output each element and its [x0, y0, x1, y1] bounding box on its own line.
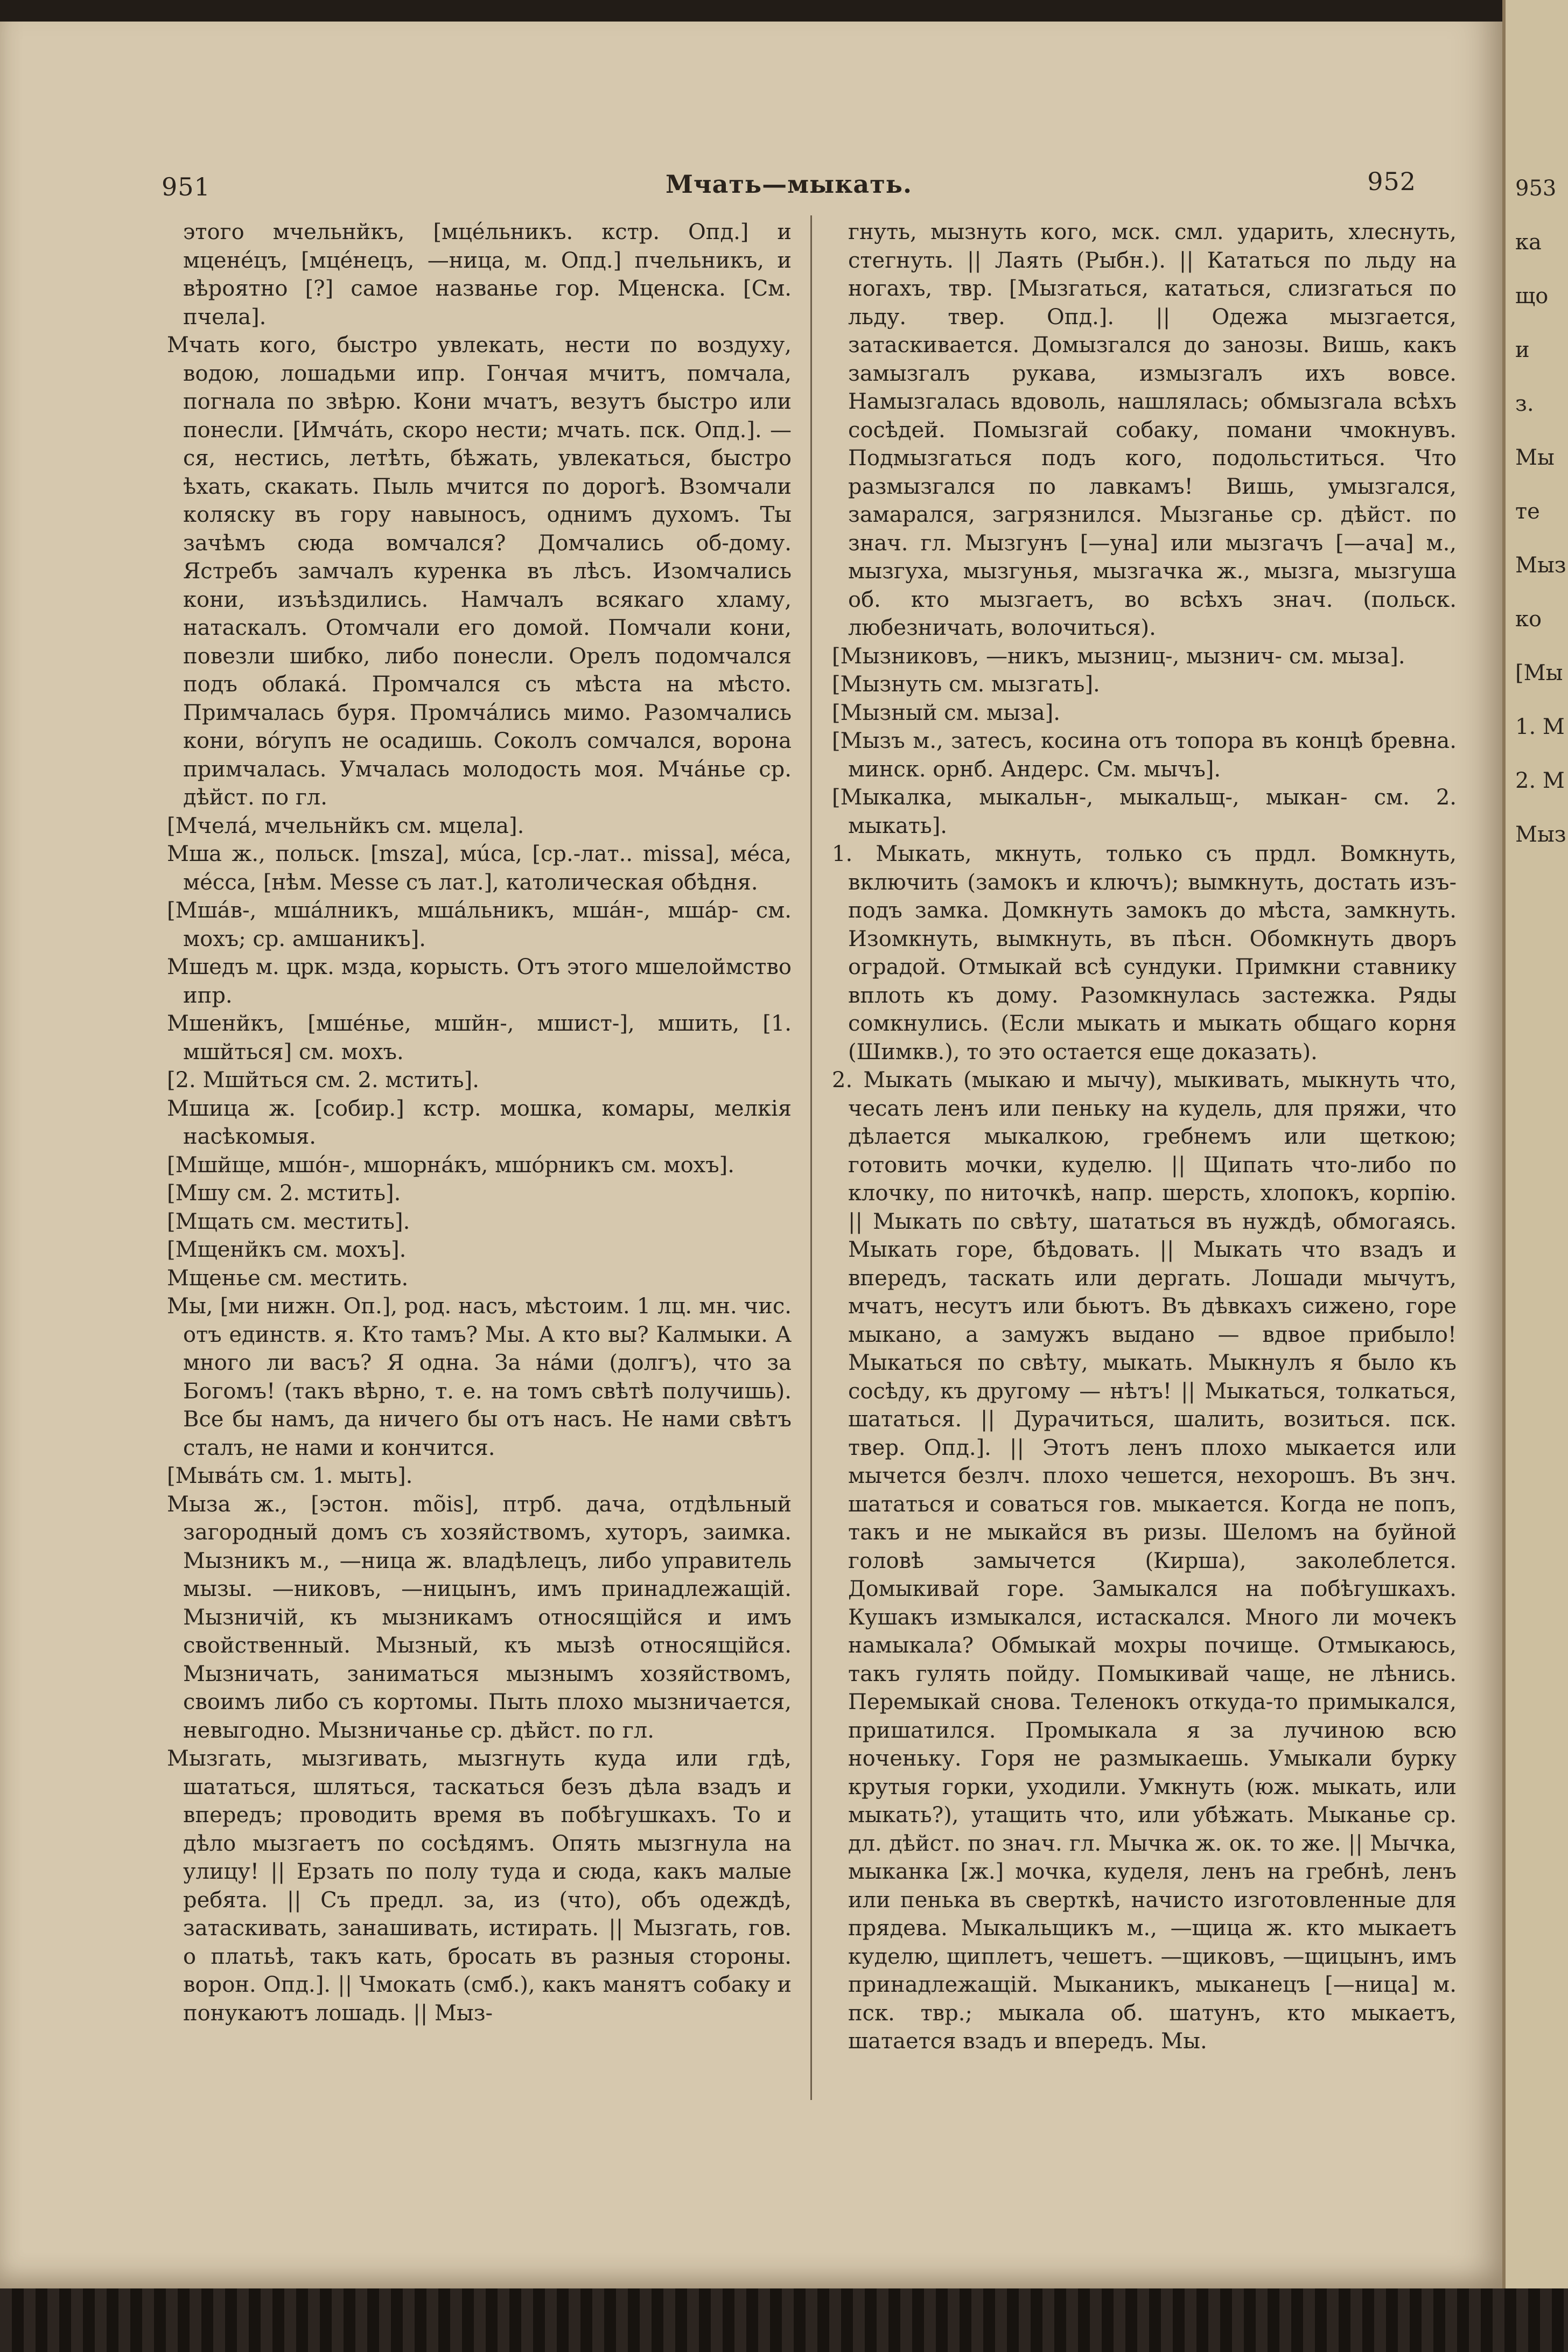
- entry: [Мызнуть см. мызгать].: [832, 672, 1100, 697]
- running-title: Мчать—мыкать.: [666, 170, 912, 199]
- adjacent-fragment: з.: [1515, 391, 1534, 416]
- page-number-right: 952: [1367, 167, 1416, 196]
- entry: [Мызниковъ, —никъ, мызниц-, мызнич- см. мыза].: [832, 643, 1405, 669]
- entry: [Мшу см. 2. мстить].: [167, 1181, 401, 1206]
- entry: Мыза ж., [эстон. mõis], птрб. дача, отдѣльный загородный домъ съ хозяйствомъ, хуторъ, заимка. Мызникъ м., —ница ж. владѣлецъ, либо управитель мызы. —никовъ, —ницынъ, имъ принадлежащій. Мызничій, къ мызникамъ относящійся и имъ свойственный. Мызный, къ мызѣ относящійся. Мызничать, заниматься мызнымъ хозяйствомъ, своимъ либо съ кортомы. Пыть плохо мызничается, невыгодно. Мызничанье ср. дѣйст. по гл.: [167, 1492, 792, 1743]
- page-header: [162, 167, 1416, 205]
- entry: Мщенье см. местить.: [167, 1265, 409, 1291]
- entry: [Мщать см. местить].: [167, 1209, 410, 1234]
- entry: [Мшйще, мшóн-, мшорнáкъ, мшóрникъ см. мохъ].: [167, 1152, 735, 1178]
- entry: [Мызъ м., затесъ, косина отъ топора въ концѣ бревна. минск. орнб. Андерс. См. мычъ].: [832, 729, 1457, 782]
- page-number-left: 951: [162, 172, 211, 201]
- adjacent-fragment: що: [1515, 284, 1549, 309]
- entry: 1. Мыкать, мкнуть, только съ прдл. Вомкнуть, включить (замокъ и ключъ); вымкнуть, достать изъ-подъ замка. Домкнуть замокъ до мѣста, замкнуть. Изомкнуть, вымкнуть, въ пѣсн. Обомкнуть дворъ оградой. Отмыкай всѣ сундуки. Примкни ставнику вплоть къ дому. Разомкнулась застежка. Ряды сомкнулись. (Если мыкать и мыкать общаго корня (Шимкв.), то это остается еще доказать).: [832, 842, 1457, 1065]
- entry: [Мывáть см. 1. мыть].: [167, 1464, 413, 1488]
- adjacent-page-number: 953: [1515, 176, 1557, 201]
- entry: [Мщенйкъ см. мохъ].: [167, 1237, 407, 1262]
- adjacent-fragment: Мы: [1515, 445, 1555, 470]
- entry: [Мызный см. мыза].: [832, 700, 1060, 725]
- entry: Мшица ж. [собир.] кстр. мошка, комары, мелкія насѣкомыя.: [167, 1096, 792, 1149]
- adjacent-fragment: 2. М: [1515, 768, 1565, 793]
- adjacent-fragment: Мыз: [1515, 822, 1566, 847]
- top-edge: [0, 0, 1502, 22]
- adjacent-fragment: 1. М: [1515, 715, 1565, 739]
- entry: [Мчелá, мчельнйкъ см. мцела].: [167, 813, 524, 838]
- entry: Мызгать, мызгивать, мызгнуть куда или гдѣ, шататься, шляться, таскаться безъ дѣла взадъ и впередъ; проводить время въ побѣгушкахъ. То и дѣло мызгаетъ по сосѣдямъ. Опять мызгнула на улицу! || Ерзать по полу туда и сюда, какъ малые ребята. || Съ предл. за, из (что), объ одеждѣ, затаскивать, занашивать, истирать. || Мызгать, гов. о платьѣ, такъ кать, бросать въ разныя стороны. ворон. Опд.]. || Чмокать (смб.), какъ манятъ собаку и понукаютъ лошадь. || Мыз-: [167, 1746, 792, 2026]
- entry: гнуть, мызнуть кого, мск. смл. ударить, хлеснуть, стегнуть. || Лаять (Рыбн.). || Кататься по льду на ногахъ, твр. [Мызгаться, кататься, слизгаться по льду. твер. Опд.]. || Одежа мызгается, затаскивается. Домызгался до занозы. Вишь, какъ замызгалъ рукава, измызгалъ ихъ вовсе. Намызгалась вдоволь, нашлялась; обмызгала всѣхъ сосѣдей. Помызгай собаку, помани чмокнувъ. Подмызгаться подъ кого, подольститься. Что размызгался по лавкамъ! Вишь, умызгался, замарался, загрязнился. Мызганье ср. дѣйст. по знач. гл. Мызгунъ [—уна] или мызгачъ [—ача] м., мызгуха, мызгунья, мызгачка ж., мызга, мызгуша об. кто мызгаетъ, во всѣхъ знач. (польск. любезничать, волочиться).: [848, 220, 1457, 640]
- adjacent-page-edge: [1502, 0, 1568, 2288]
- adjacent-fragment: [Мы: [1515, 661, 1563, 685]
- adjacent-fragment: те: [1515, 499, 1540, 524]
- entry: Мчать кого, быстро увлекать, нести по воздуху, водою, лошадьми ипр. Гончая мчитъ, помчала, погнала по звѣрю. Кони мчатъ, везутъ быстро или понесли. [Имчáть, скоро нести; мчать. пск. Опд.]. —ся, нестись, летѣть, бѣжать, увлекаться, быстро ѣхать, скакать. Пыль мчится по дорогѣ. Взомчали коляску въ гору навыносъ, однимъ духомъ. Ты зачѣмъ сюда вомчался? Домчались об-дому. Ястребъ замчалъ куренка въ лѣсъ. Изомчались кони, изъѣздились. Намчалъ всякаго хламу, натаскалъ. Отомчали его домой. Помчали кони, повезли шибко, либо понесли. Орелъ подомчался подъ облакá. Промчался съ мѣста на мѣсто. Примчалась буря. Промчáлись мимо. Разомчались кони, вórупъ не осадишь. Соколъ сомчался, ворона примчалась. Умчалась молодость моя. Мчáнье ср. дѣйст. по гл.: [167, 333, 792, 810]
- entry: Мша ж., польск. [msza], мúса, [ср.-лат.. missa], мéса, мéсса, [нѣм. Messe съ лат.], католическая обѣдня.: [167, 842, 792, 895]
- entry: 2. Мыкать (мыкаю и мычу), мыкивать, мыкнуть что, чесать ленъ или пеньку на кудель, для пряжи, что дѣлается мыкалкою, гребнемъ или щеткою; готовить мочки, куделю. || Щипать что-либо по клочку, по ниточкѣ, напр. шерсть, хлопокъ, корпію. || Мыкать по свѣту, шататься въ нуждѣ, обмогаясь. Мыкать горе, бѣдовать. || Мыкать что взадъ и впередъ, таскать или дергать. Лошади мычутъ, мчатъ, несутъ или бьютъ. Въ дѣвкахъ сижено, горе мыкано, а замужъ выдано — вдвое прибыло! Мыкаться по свѣту, мыкать. Мыкнулъ я было къ сосѣду, къ другому — нѣтъ! || Мыкаться, толкаться, шататься. || Дурачиться, шалить, возиться. пск. твер. Опд.]. || Этотъ ленъ плохо мыкается или мычется безлч. плохо чешется, нехорошъ. Въ знч. шататься и соваться гов. мыкается. Когда не попъ, такъ и не мыкайся въ ризы. Шеломъ на буйной головѣ замычется (Кирша), заколеблется. Домыкивай горе. Замыкался на побѣгушкахъ. Кушакъ измыкался, истаскался. Много ли мочекъ намыкала? Обмыкай мохры почище. Отмыкаюсь, такъ гулять пойду. Помыкивай чаще, не лѣнись. Перемыкай снова. Теленокъ откуда-то примыкался, пришатился. Промыкала я за лучиною всю ноченьку. Горя не размыкаешь. Умыкали бурку крутыя горки, уходили. Умкнуть (юж. мыкать, или мыкать?), утащить что, или убѣжать. Мыканье ср. дл. дѣйст. по знач. гл. Мычка ж. ок. то же. || Мычка, мыканка [ж.] мочка, куделя, ленъ на гребнѣ, ленъ или пенька въ сверткѣ, начисто изготовленные для прядева. Мыкальщикъ м., —щица ж. кто мыкаетъ куделю, щиплетъ, чешетъ. —щиковъ, —щицынъ, имъ принадлежащій. Мыканикъ, мыканецъ [—ница] м. пск. твр.; мыкала об. шатунъ, кто мыкаетъ, шатается взадъ и впередъ. Мы.: [832, 1068, 1457, 2054]
- entry: [Мыкалка, мыкальн-, мыкальщ-, мыкан- см. 2. мыкать].: [832, 785, 1457, 838]
- adjacent-fragment: и: [1515, 338, 1530, 362]
- left-column: [167, 218, 792, 2027]
- adjacent-fragment: ко: [1515, 607, 1542, 632]
- column-divider: [810, 215, 812, 2100]
- entry: Мшедъ м. црк. мзда, корысть. Отъ этого мшелоймство ипр.: [167, 955, 792, 1008]
- entry: [Мшáв-, мшáлникъ, мшáльникъ, мшáн-, мшáр- см. мохъ; ср. амшаникъ].: [167, 898, 792, 951]
- adjacent-fragment: ка: [1515, 230, 1542, 255]
- entry: Мшенйкъ, [мшéнье, мшйн-, мшист-], мшить, [1. мшйться] см. мохъ.: [167, 1011, 792, 1065]
- bottom-fabric-band: [0, 2288, 1568, 2352]
- entry: этого мчельнйкъ, [мцéльникъ. кстр. Опд.] и мценéцъ, [мцéнецъ, —ница, м. Опд.] пчельникъ, и вѣроятно [?] самое названье гор. Мценска. [См. пчела].: [183, 220, 792, 330]
- right-column: [832, 218, 1457, 2056]
- entry: Мы, [ми нижн. Оп.], род. насъ, мѣстоим. 1 лц. мн. чис. отъ единств. я. Кто тамъ? Мы. А кто вы? Калмыки. А много ли васъ? Я одна. За нáми (долгъ), что за Богомъ! (такъ вѣрно, т. е. на томъ свѣтѣ получишь). Все бы намъ, да ничего бы отъ насъ. Не нами свѣтъ сталъ, не нами и кончится.: [167, 1294, 792, 1460]
- entry: [2. Мшйться см. 2. мстить].: [167, 1068, 479, 1093]
- adjacent-fragment: Мыз: [1515, 553, 1566, 578]
